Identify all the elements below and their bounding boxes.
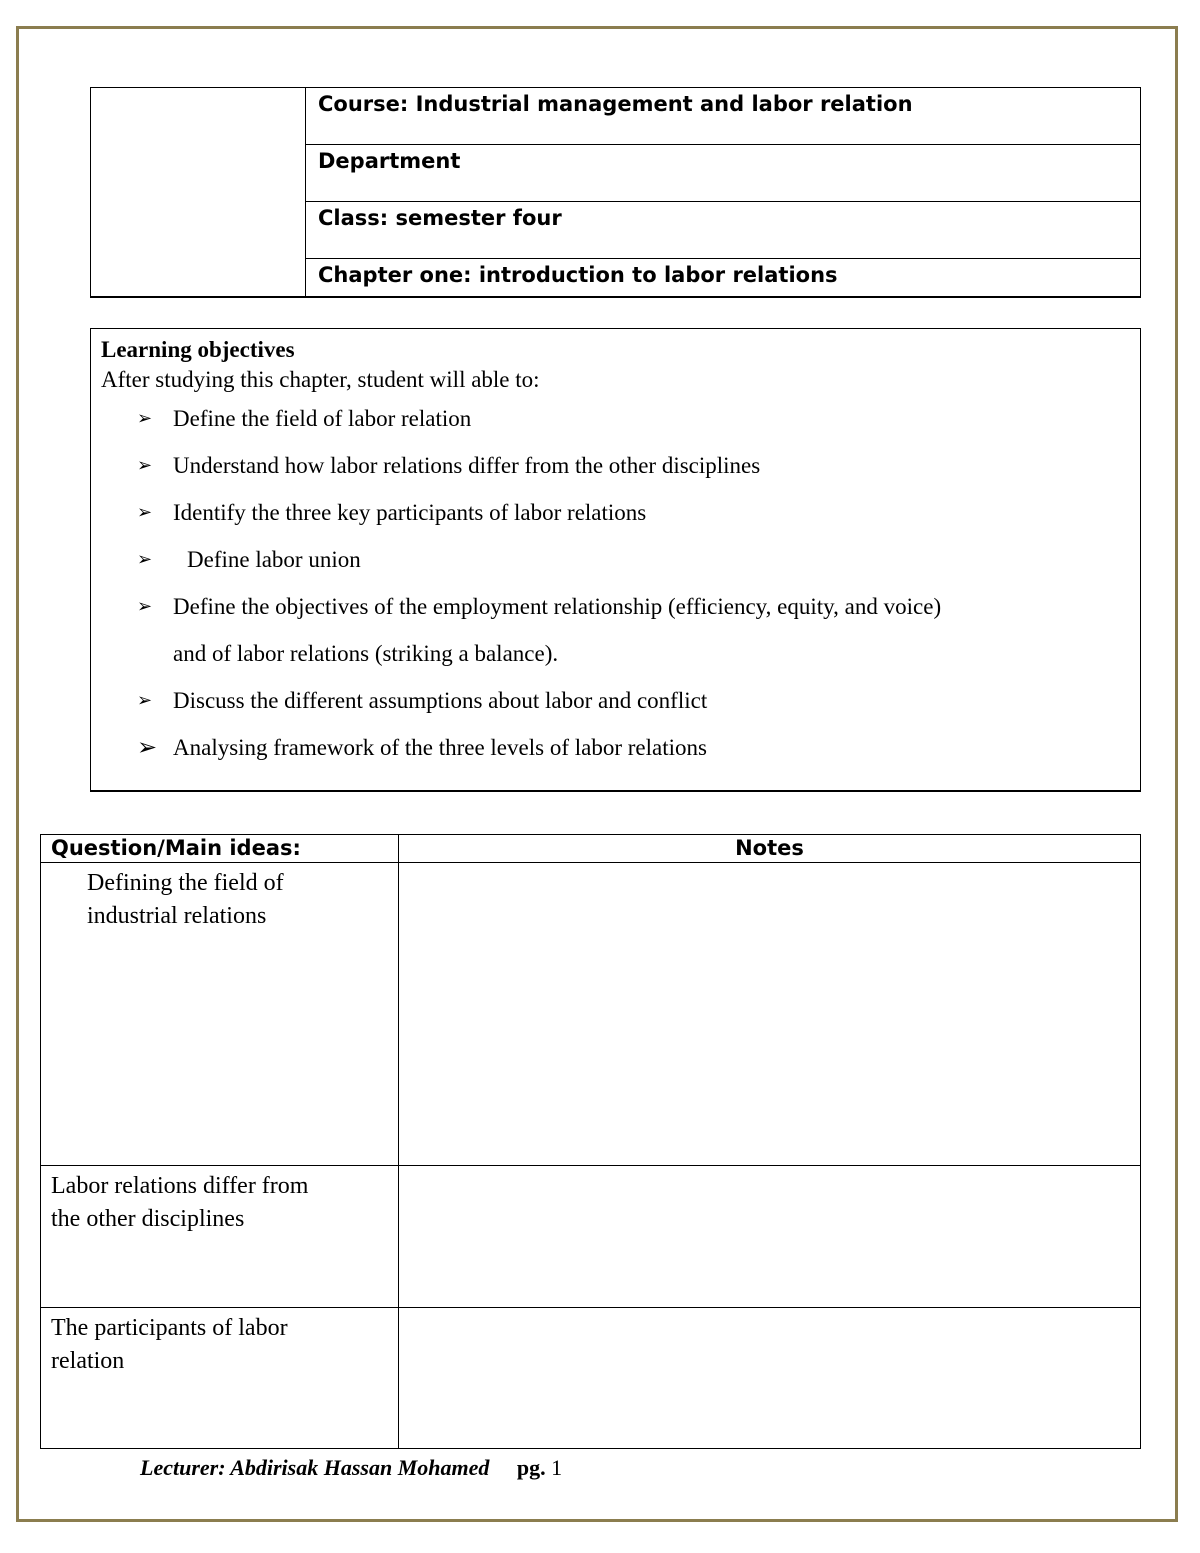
list-item: ➢ Define the field of labor relation [101, 395, 1130, 442]
table-row [41, 863, 1141, 1166]
objectives-list [101, 395, 1130, 771]
logo-cell [91, 88, 306, 296]
page-footer [140, 1455, 562, 1481]
list-item: ➢ Analysing framework of the three levels of labor relations [101, 724, 1130, 771]
list-item: ➢ Understand how labor relations differ from the other disciplines [101, 442, 1130, 489]
learning-objectives-box [90, 328, 1141, 792]
arrow-bullet-icon: ➢ [137, 408, 153, 429]
notes-column-header: Notes [399, 835, 1141, 863]
objectives-heading: Learning objectives [101, 337, 295, 362]
chapter-title: Chapter one: introduction to labor relations [318, 263, 838, 287]
course-header-table [90, 87, 1141, 298]
arrow-bullet-icon: ➢ [137, 733, 158, 761]
question-cell: The participants of labor relation [41, 1307, 399, 1448]
arrow-bullet-icon: ➢ [137, 455, 153, 476]
question-column-header: Question/Main ideas: [41, 835, 399, 863]
list-item: ➢ Define the objectives of the employment relationship (efficiency, equity, and voice) [101, 583, 1130, 630]
page-number: 1 [551, 1455, 563, 1480]
table-row [41, 1307, 1141, 1448]
arrow-bullet-icon: ➢ [137, 549, 153, 570]
question-cell: Defining the field of industrial relations [41, 863, 399, 1166]
arrow-bullet-icon: ➢ [137, 502, 153, 523]
list-item: ➢ Define labor union [101, 536, 1130, 583]
lecturer-name: Lecturer: Abdirisak Hassan Mohamed [140, 1455, 490, 1480]
arrow-bullet-icon: ➢ [137, 596, 153, 617]
class-label: Class: semester four [306, 202, 1140, 259]
table-row [41, 1166, 1141, 1307]
department-label: Department [306, 145, 1140, 202]
arrow-bullet-icon: ➢ [137, 690, 153, 711]
notes-cell[interactable] [399, 1166, 1141, 1307]
notes-cell[interactable] [399, 863, 1141, 1166]
list-item-continuation: and of labor relations (striking a balance). [173, 641, 559, 666]
cornell-notes-table [40, 834, 1141, 1449]
notes-cell[interactable] [399, 1307, 1141, 1448]
course-title: Course: Industrial management and labor relation [306, 88, 1140, 145]
list-item: ➢ Discuss the different assumptions about labor and conflict [101, 677, 1130, 724]
page-label: pg. [516, 1455, 546, 1480]
objectives-intro: After studying this chapter, student will able to: [101, 367, 540, 392]
question-cell: Labor relations differ from the other disciplines [41, 1166, 399, 1307]
list-item: ➢ Identify the three key participants of labor relations [101, 489, 1130, 536]
